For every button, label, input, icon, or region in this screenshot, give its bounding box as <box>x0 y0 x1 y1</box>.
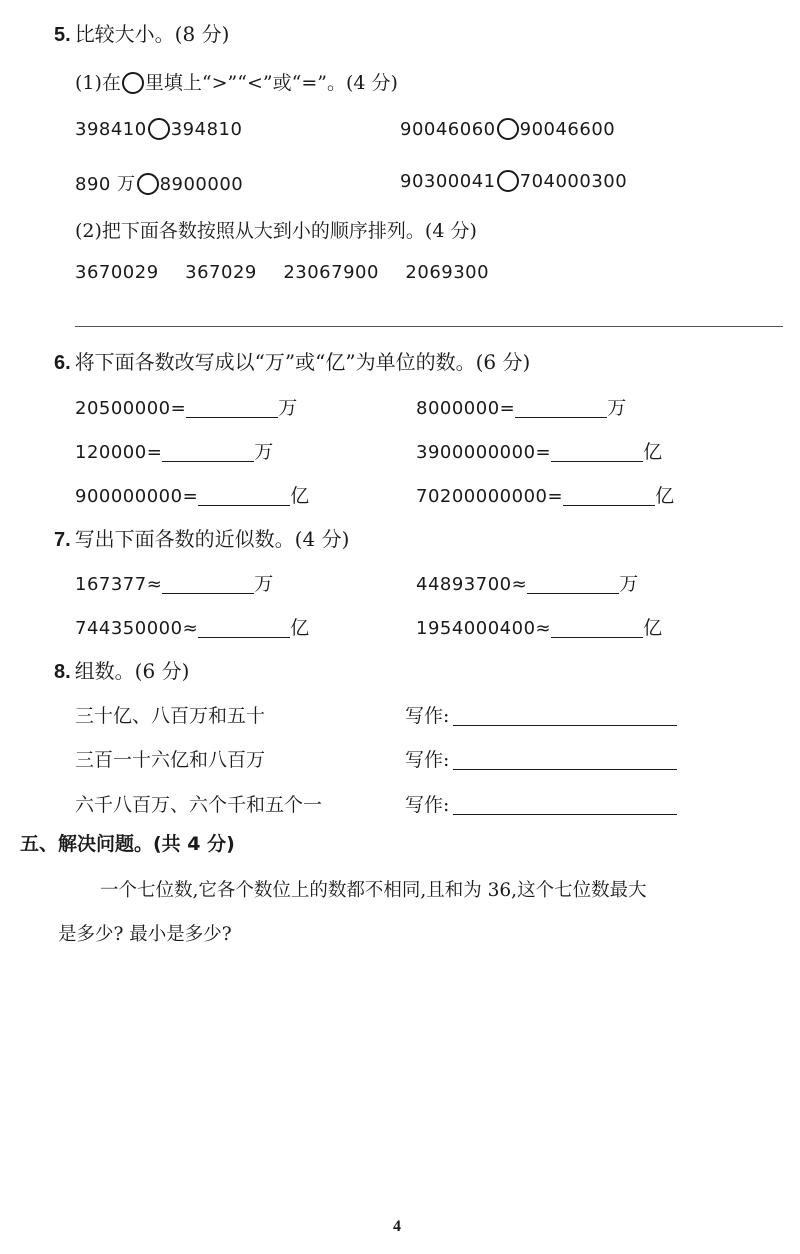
convert-item <box>416 481 675 508</box>
number-item: 2069300 <box>405 262 490 283</box>
write-label: 写作: <box>405 705 450 727</box>
answer-blank[interactable] <box>162 443 254 462</box>
answer-blank[interactable] <box>453 751 677 770</box>
convert-item <box>416 393 627 420</box>
convert-item <box>75 393 298 420</box>
unit-label: 亿 <box>290 485 310 507</box>
compose-item: 六千八百万、六个千和五个一 <box>75 794 323 816</box>
answer-blank[interactable] <box>515 399 607 418</box>
problem-line-1: 一个七位数,它各个数位上的数都不相同,且和为 36,这个七位数最大 <box>100 880 647 901</box>
unit-label: 亿 <box>643 441 663 463</box>
compare-item <box>75 118 242 140</box>
convert-expr: 70200000000= <box>416 486 564 507</box>
answer-circle[interactable] <box>497 170 519 192</box>
compare-right: 90046600 <box>519 119 616 140</box>
q7-number: 7. <box>54 529 71 551</box>
q6-number: 6. <box>54 352 71 374</box>
approx-expr: 744350000≈ <box>75 618 199 639</box>
compare-left: 398410 <box>75 119 147 140</box>
answer-blank[interactable] <box>527 575 619 594</box>
answer-blank[interactable] <box>453 796 677 815</box>
approx-expr: 44893700≈ <box>416 574 528 595</box>
answer-blank[interactable] <box>551 443 643 462</box>
write-row <box>405 701 677 728</box>
q7-heading <box>54 523 349 552</box>
answer-blank[interactable] <box>563 487 655 506</box>
unit-label: 万 <box>254 441 274 463</box>
unit-label: 万 <box>254 573 274 595</box>
compose-item: 三十亿、八百万和五十 <box>75 705 266 727</box>
unit-label: 亿 <box>655 485 675 507</box>
answer-circle[interactable] <box>137 173 159 195</box>
q8-heading <box>54 655 189 684</box>
problem-line-2: 是多少? 最小是多少? <box>58 924 232 945</box>
number-item: 23067900 <box>283 262 379 283</box>
convert-item <box>416 437 663 464</box>
answer-blank[interactable] <box>198 619 290 638</box>
q5-part2-instruction: (2)把下面各数按照从大到小的顺序排列。(4 分) <box>75 220 477 242</box>
compare-item <box>400 118 615 140</box>
q5-number: 5. <box>54 24 71 46</box>
answer-blank[interactable] <box>162 575 254 594</box>
answer-line[interactable] <box>75 326 783 327</box>
answer-circle[interactable] <box>497 118 519 140</box>
answer-blank[interactable] <box>551 619 643 638</box>
write-label: 写作: <box>405 794 450 816</box>
approx-expr: 1954000400≈ <box>416 618 552 639</box>
q5-part1-post: 里填上“>”“<”或“=”。(4 分) <box>144 72 398 94</box>
q7-text: 写出下面各数的近似数。(4 分) <box>74 527 350 551</box>
compare-left: 890 万 <box>75 174 136 195</box>
q8-text: 组数。(6 分) <box>74 659 190 683</box>
approx-item <box>75 613 310 640</box>
answer-blank[interactable] <box>453 707 677 726</box>
compare-item <box>75 170 243 196</box>
write-row <box>405 745 677 772</box>
answer-blank[interactable] <box>186 399 278 418</box>
q5-part1-instruction <box>75 68 398 95</box>
compare-item <box>400 170 627 192</box>
approx-expr: 167377≈ <box>75 574 163 595</box>
compare-left: 90046060 <box>400 119 496 140</box>
convert-expr: 120000= <box>75 442 163 463</box>
unit-label: 亿 <box>290 617 310 639</box>
compare-right: 8900000 <box>159 174 244 195</box>
q8-number: 8. <box>54 661 71 683</box>
compare-left: 90300041 <box>400 171 496 192</box>
compose-item: 三百一十六亿和八百万 <box>75 749 266 771</box>
convert-expr: 8000000= <box>416 398 516 419</box>
unit-label: 万 <box>619 573 639 595</box>
number-list <box>75 262 489 283</box>
circle-icon <box>122 72 144 94</box>
approx-item <box>416 569 639 596</box>
convert-item <box>75 481 310 508</box>
number-item: 367029 <box>185 262 257 283</box>
answer-blank[interactable] <box>198 487 290 506</box>
q6-heading <box>54 346 530 375</box>
approx-item <box>416 613 663 640</box>
q5-text: 比较大小。(8 分) <box>74 22 230 46</box>
page-number: 4 <box>393 1218 401 1235</box>
unit-label: 万 <box>278 397 298 419</box>
unit-label: 万 <box>607 397 627 419</box>
convert-item <box>75 437 274 464</box>
convert-expr: 900000000= <box>75 486 199 507</box>
convert-expr: 3900000000= <box>416 442 552 463</box>
q6-text: 将下面各数改写成以“万”或“亿”为单位的数。(6 分) <box>74 350 531 374</box>
number-item: 3670029 <box>75 262 159 283</box>
q5-part1-pre: (1)在 <box>75 72 121 94</box>
q5-heading <box>54 18 229 47</box>
compare-right: 704000300 <box>519 171 628 192</box>
section-5-title: 五、解决问题。(共 4 分) <box>20 833 235 855</box>
convert-expr: 20500000= <box>75 398 187 419</box>
unit-label: 亿 <box>643 617 663 639</box>
write-label: 写作: <box>405 749 450 771</box>
compare-right: 394810 <box>170 119 243 140</box>
approx-item <box>75 569 274 596</box>
answer-circle[interactable] <box>148 118 170 140</box>
write-row <box>405 790 677 817</box>
